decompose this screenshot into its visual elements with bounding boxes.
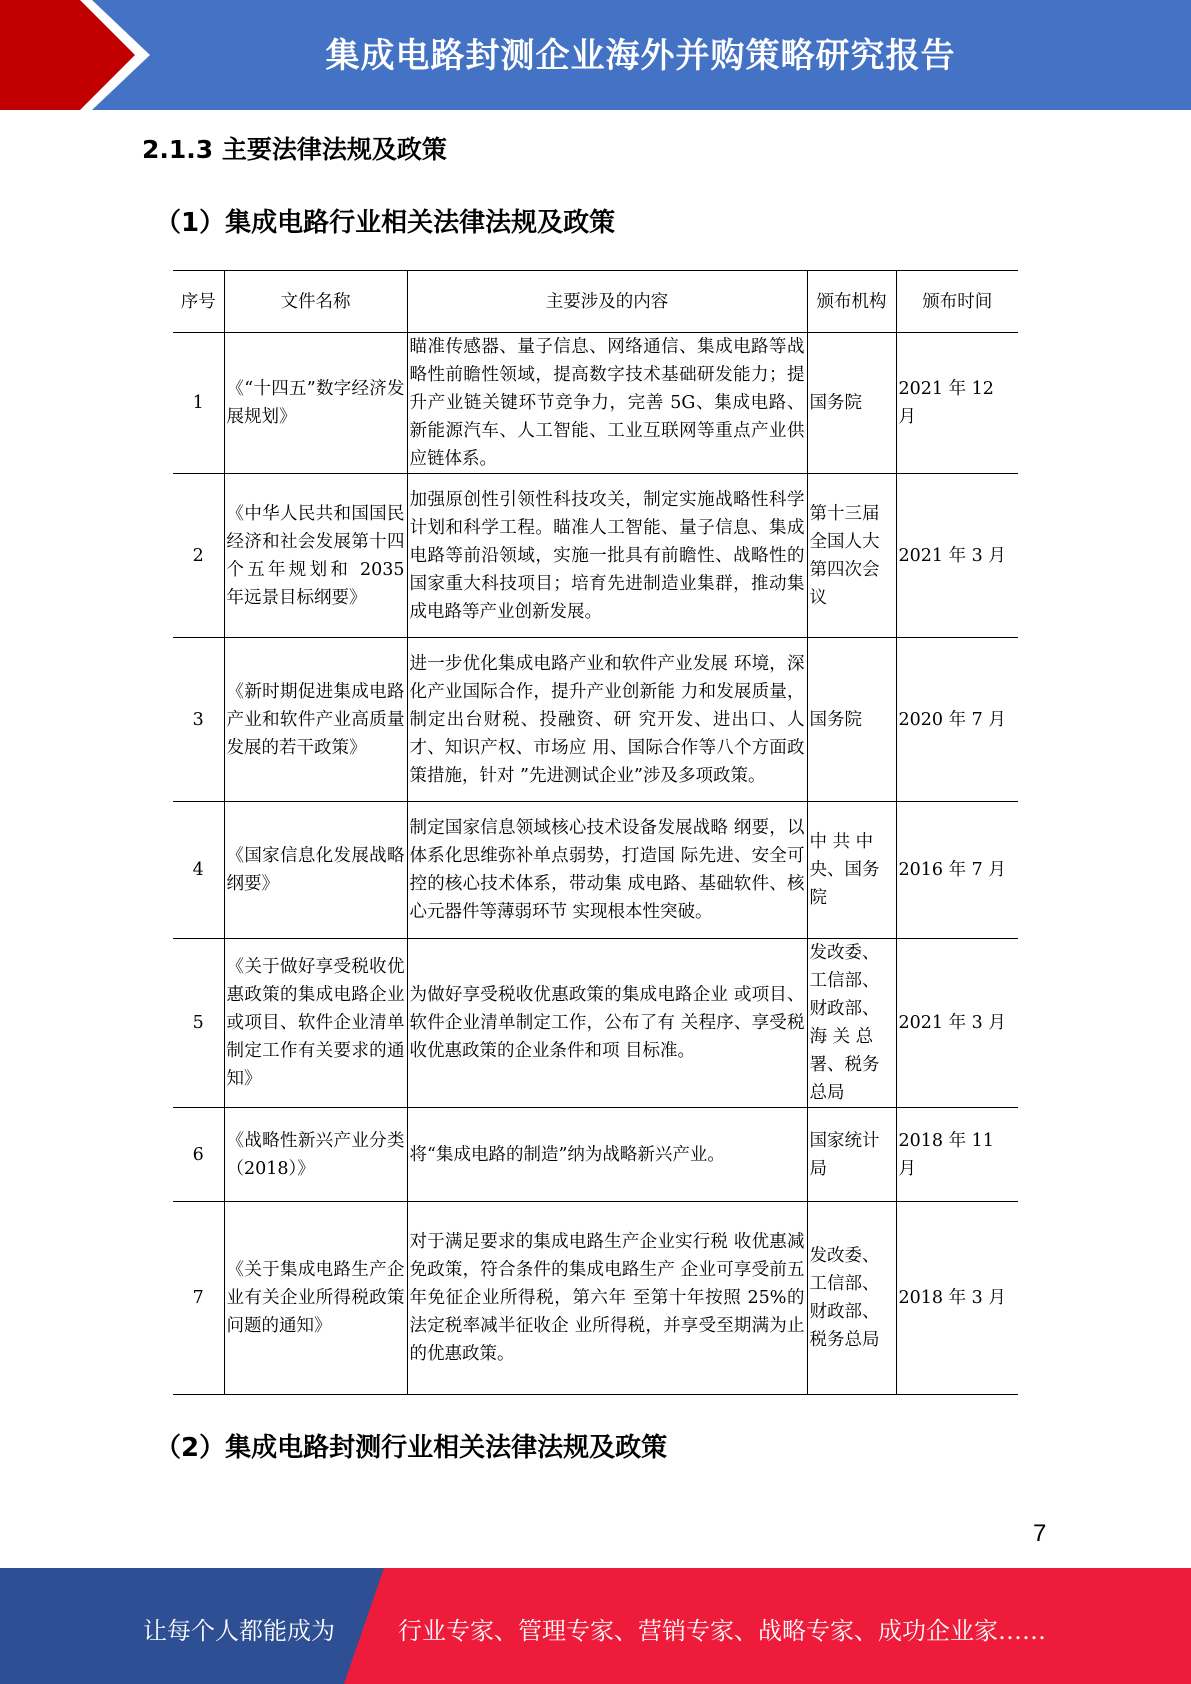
table-row: [173, 333, 1018, 474]
table-row: [173, 638, 1018, 802]
cell-name: 《战略性新兴产业分类（2018）》: [224, 1108, 407, 1202]
table-row: [173, 939, 1018, 1108]
col-header-content: 主要涉及的内容: [407, 271, 807, 333]
section-heading: 2.1.3 主要法律法规及政策: [142, 135, 447, 164]
cell-name: 《中华人民共和国国民经济和社会发展第十四个五年规划和 2035 年远景目标纲要》: [224, 474, 407, 638]
cell-date: 2018 年 3 月: [896, 1202, 1018, 1395]
col-header-date: 颁布时间: [896, 271, 1018, 333]
subheading-ic-policies: （1）集成电路行业相关法律法规及政策: [155, 208, 616, 238]
table-row: [173, 474, 1018, 638]
cell-content: 为做好享受税收优惠政策的集成电路企业 或项目、软件企业清单制定工作，公布了有 关程序、享受税收优惠政策的企业条件和项 目标准。: [407, 939, 807, 1108]
cell-issuer: 国务院: [807, 638, 896, 802]
header-band: [0, 0, 1191, 110]
cell-date: 2018 年 11 月: [896, 1108, 1018, 1202]
cell-date: 2020 年 7 月: [896, 638, 1018, 802]
col-header-name: 文件名称: [224, 271, 407, 333]
cell-issuer: 中 共 中央、国务院: [807, 802, 896, 939]
cell-issuer: 第十三届全国人大第四次会议: [807, 474, 896, 638]
table-row: [173, 1108, 1018, 1202]
cell-content: 制定国家信息领域核心技术设备发展战略 纲要，以体系化思维弥补单点弱势，打造国 际先进、安全可控的核心技术体系，带动集 成电路、基础软件、核心元器件等薄弱环节 实现根本性突破。: [407, 802, 807, 939]
cell-name: 《关于集成电路生产企业有关企业所得税政策问题的通知》: [224, 1202, 407, 1395]
policy-table: [173, 270, 1018, 1395]
cell-content: 将“集成电路的制造”纳为战略新兴产业。: [407, 1108, 807, 1202]
cell-name: 《关于做好享受税收优惠政策的集成电路企业或项目、软件企业清单制定工作有关要求的通知》: [224, 939, 407, 1108]
cell-content: 加强原创性引领性科技攻关，制定实施战略性科学计划和科学工程。瞄准人工智能、量子信息、集成电路等前沿领域，实施一批具有前瞻性、战略性的国家重大科技项目；培育先进制造业集群，推动集成电路等产业创新发展。: [407, 474, 807, 638]
footer-slogan-right: 行业专家、管理专家、营销专家、战略专家、成功企业家……: [398, 1617, 1046, 1645]
table-header-row: [173, 271, 1018, 333]
cell-name: 《“十四五”数字经济发展规划》: [224, 333, 407, 474]
cell-date: 2016 年 7 月: [896, 802, 1018, 939]
footer-band: [0, 1568, 1191, 1684]
cell-name: 《新时期促进集成电路产业和软件产业高质量发展的若干政策》: [224, 638, 407, 802]
page-number: 7: [1033, 1520, 1047, 1547]
cell-no: 2: [173, 474, 224, 638]
report-title: 集成电路封测企业海外并购策略研究报告: [325, 36, 956, 76]
cell-issuer: 发改委、工信部、财政部、税务总局: [807, 1202, 896, 1395]
cell-date: 2021 年 12 月: [896, 333, 1018, 474]
col-header-issuer: 颁布机构: [807, 271, 896, 333]
cell-content: 瞄准传感器、量子信息、网络通信、集成电路等战略性前瞻性领域，提高数字技术基础研发能力；提升产业链关键环节竞争力，完善 5G、集成电路、新能源汽车、人工智能、工业互联网等重点产业供应链体系。: [407, 333, 807, 474]
cell-content: 对于满足要求的集成电路生产企业实行税 收优惠减免政策，符合条件的集成电路生产 企业可享受前五年免征企业所得税，第六年 至第十年按照 25%的法定税率减半征收企 业所得税，并享受至期满为止的优惠政策。: [407, 1202, 807, 1395]
table-row: [173, 802, 1018, 939]
cell-name: 《国家信息化发展战略纲要》: [224, 802, 407, 939]
subheading-packaging-policies: （2）集成电路封测行业相关法律法规及政策: [155, 1433, 668, 1463]
cell-no: 4: [173, 802, 224, 939]
table-row: [173, 1202, 1018, 1395]
col-header-no: 序号: [173, 271, 224, 333]
cell-issuer: 发改委、工信部、财政部、海 关 总署、税务总局: [807, 939, 896, 1108]
cell-date: 2021 年 3 月: [896, 474, 1018, 638]
cell-no: 7: [173, 1202, 224, 1395]
cell-no: 1: [173, 333, 224, 474]
cell-content: 进一步优化集成电路产业和软件产业发展 环境，深化产业国际合作，提升产业创新能 力和发展质量，制定出台财税、投融资、研 究开发、进出口、人才、知识产权、市场应 用、国际合作等八个方面政策措施，针对 ”先进测试企业”涉及多项政策。: [407, 638, 807, 802]
cell-date: 2021 年 3 月: [896, 939, 1018, 1108]
cell-issuer: 国务院: [807, 333, 896, 474]
cell-no: 3: [173, 638, 224, 802]
footer-slogan-left: 让每个人都能成为: [143, 1617, 335, 1645]
cell-no: 5: [173, 939, 224, 1108]
cell-issuer: 国家统计局: [807, 1108, 896, 1202]
cell-no: 6: [173, 1108, 224, 1202]
